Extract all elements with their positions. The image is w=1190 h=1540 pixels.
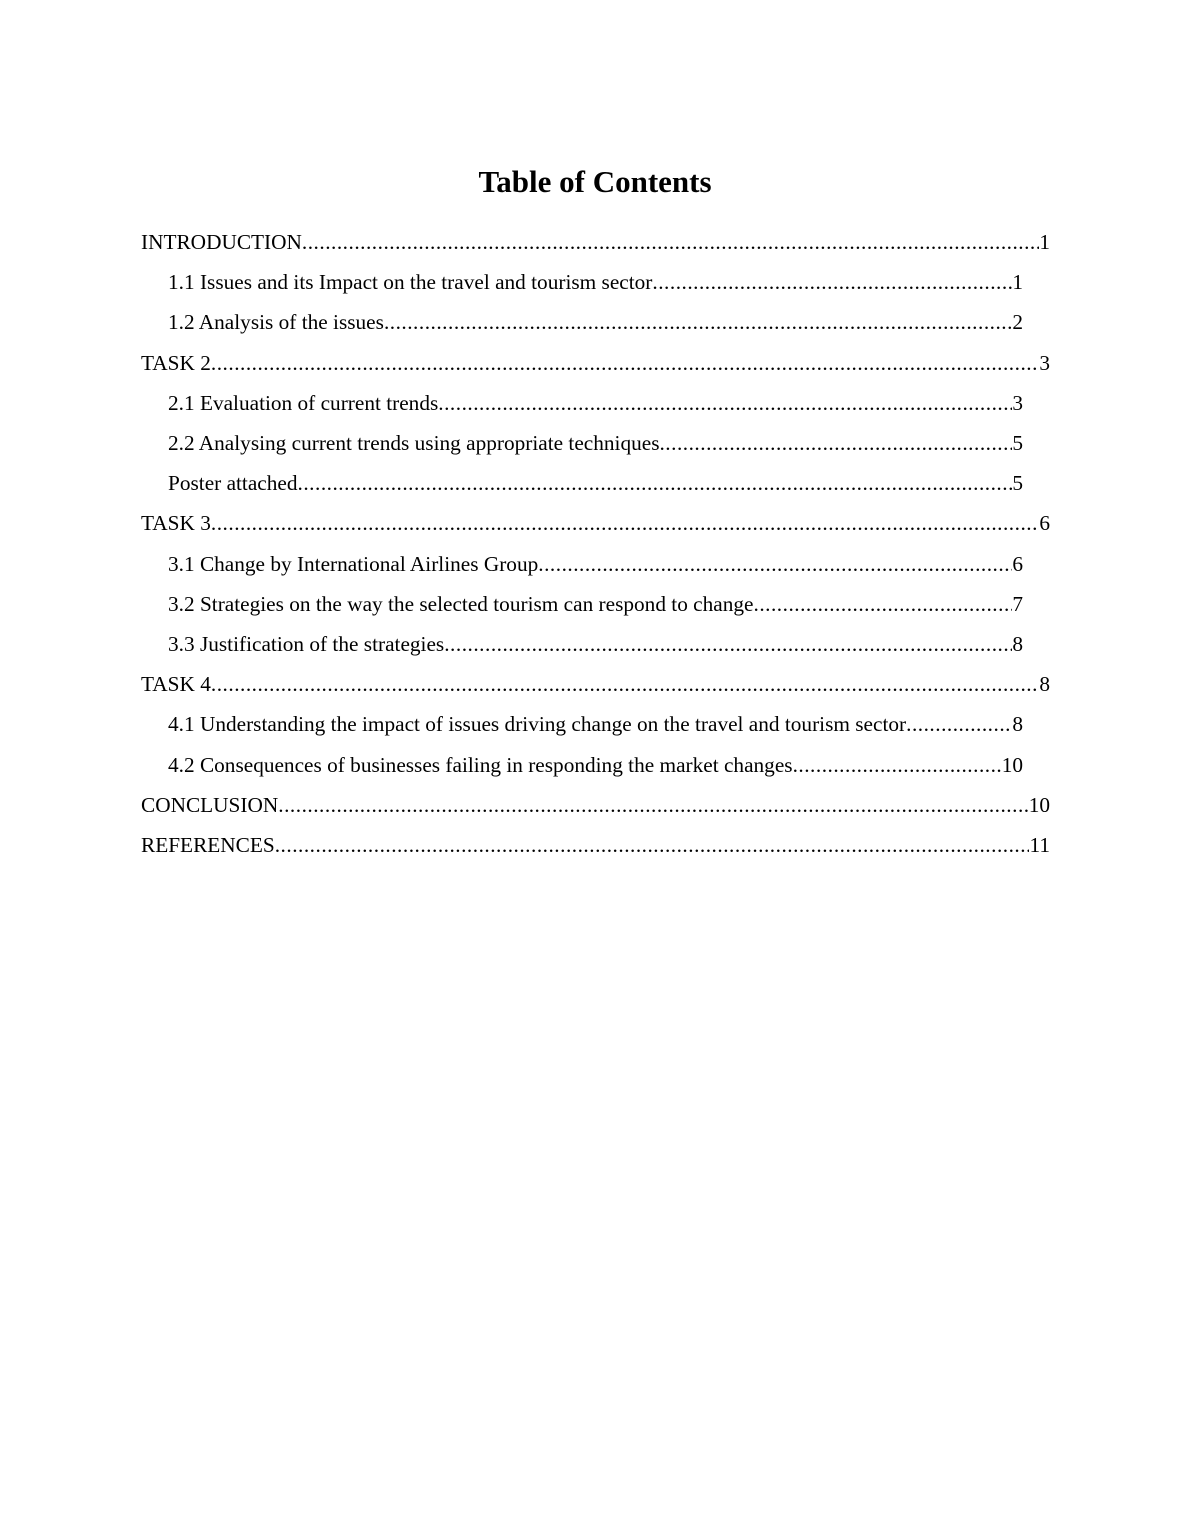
toc-entry-label: CONCLUSION (141, 792, 279, 817)
toc-list (0, 222, 1190, 865)
toc-entry-page: 5 (1012, 431, 1023, 456)
toc-entry-introduction[interactable] (141, 222, 1050, 262)
toc-entry-task-3[interactable] (141, 503, 1050, 543)
toc-dot-leader (659, 423, 1012, 463)
toc-entry-page: 5 (1012, 471, 1023, 496)
toc-dot-leader (438, 383, 1012, 423)
toc-entry-label: TASK 4 (141, 672, 211, 697)
toc-entry-page: 1 (1039, 230, 1050, 255)
toc-entry-page: 10 (1001, 752, 1023, 777)
toc-entry-page: 11 (1029, 832, 1050, 857)
toc-entry-page: 8 (1039, 672, 1050, 697)
toc-dot-leader (444, 624, 1012, 664)
toc-entry-page: 3 (1039, 350, 1050, 375)
toc-dot-leader (211, 343, 1039, 383)
toc-dot-leader (211, 503, 1039, 543)
toc-entry-2-1[interactable] (168, 383, 1023, 423)
toc-entry-3-1[interactable] (168, 544, 1023, 584)
toc-entry-label: Poster attached (168, 471, 298, 496)
toc-entry-page: 8 (1012, 712, 1023, 737)
toc-entry-label: 4.2 Consequences of businesses failing in responding the market changes (168, 752, 793, 777)
toc-dot-leader (211, 664, 1039, 704)
toc-entry-label: INTRODUCTION (141, 230, 302, 255)
toc-entry-4-1[interactable] (168, 704, 1023, 744)
toc-title: Table of Contents (478, 164, 712, 199)
toc-entry-page: 1 (1012, 270, 1023, 295)
toc-entry-label: 3.2 Strategies on the way the selected tourism can respond to change (168, 591, 754, 616)
toc-entry-task-2[interactable] (141, 343, 1050, 383)
toc-entry-label: 1.2 Analysis of the issues (168, 310, 384, 335)
toc-entry-page: 7 (1012, 591, 1023, 616)
toc-entry-4-2[interactable] (168, 744, 1023, 784)
toc-entry-3-3[interactable] (168, 624, 1023, 664)
toc-entry-page: 8 (1012, 631, 1023, 656)
toc-dot-leader (278, 785, 1028, 825)
toc-entry-label: TASK 3 (141, 511, 211, 536)
toc-entry-page: 3 (1012, 390, 1023, 415)
toc-dot-leader (275, 825, 1030, 865)
toc-dot-leader (906, 704, 1012, 744)
toc-entry-poster-attached[interactable] (168, 463, 1023, 503)
toc-dot-leader (754, 584, 1013, 624)
toc-entry-label: 4.1 Understanding the impact of issues driving change on the travel and tourism sector (168, 712, 907, 737)
toc-entry-3-2[interactable] (168, 584, 1023, 624)
toc-entry-conclusion[interactable] (141, 785, 1050, 825)
toc-entry-page: 6 (1039, 511, 1050, 536)
toc-entry-2-2[interactable] (168, 423, 1023, 463)
toc-entry-page: 6 (1012, 551, 1023, 576)
toc-entry-label: 2.1 Evaluation of current trends (168, 390, 439, 415)
toc-entry-label: 3.1 Change by International Airlines Group (168, 551, 539, 576)
toc-dot-leader (384, 302, 1012, 342)
toc-dot-leader (652, 262, 1012, 302)
toc-entry-task-4[interactable] (141, 664, 1050, 704)
toc-entry-label: 3.3 Justification of the strategies (168, 631, 445, 656)
toc-entry-label: REFERENCES (141, 832, 275, 857)
toc-dot-leader (298, 463, 1013, 503)
toc-entry-page: 10 (1028, 792, 1050, 817)
toc-entry-label: TASK 2 (141, 350, 211, 375)
toc-dot-leader (302, 222, 1039, 262)
toc-entry-1-2[interactable] (168, 302, 1023, 342)
toc-entry-label: 2.2 Analysing current trends using appropriate techniques (168, 431, 660, 456)
toc-entry-references[interactable] (141, 825, 1050, 865)
toc-entry-page: 2 (1012, 310, 1023, 335)
toc-entry-1-1[interactable] (168, 262, 1023, 302)
toc-entry-label: 1.1 Issues and its Impact on the travel and tourism sector (168, 270, 653, 295)
toc-dot-leader (793, 745, 1002, 785)
toc-dot-leader (538, 544, 1012, 584)
